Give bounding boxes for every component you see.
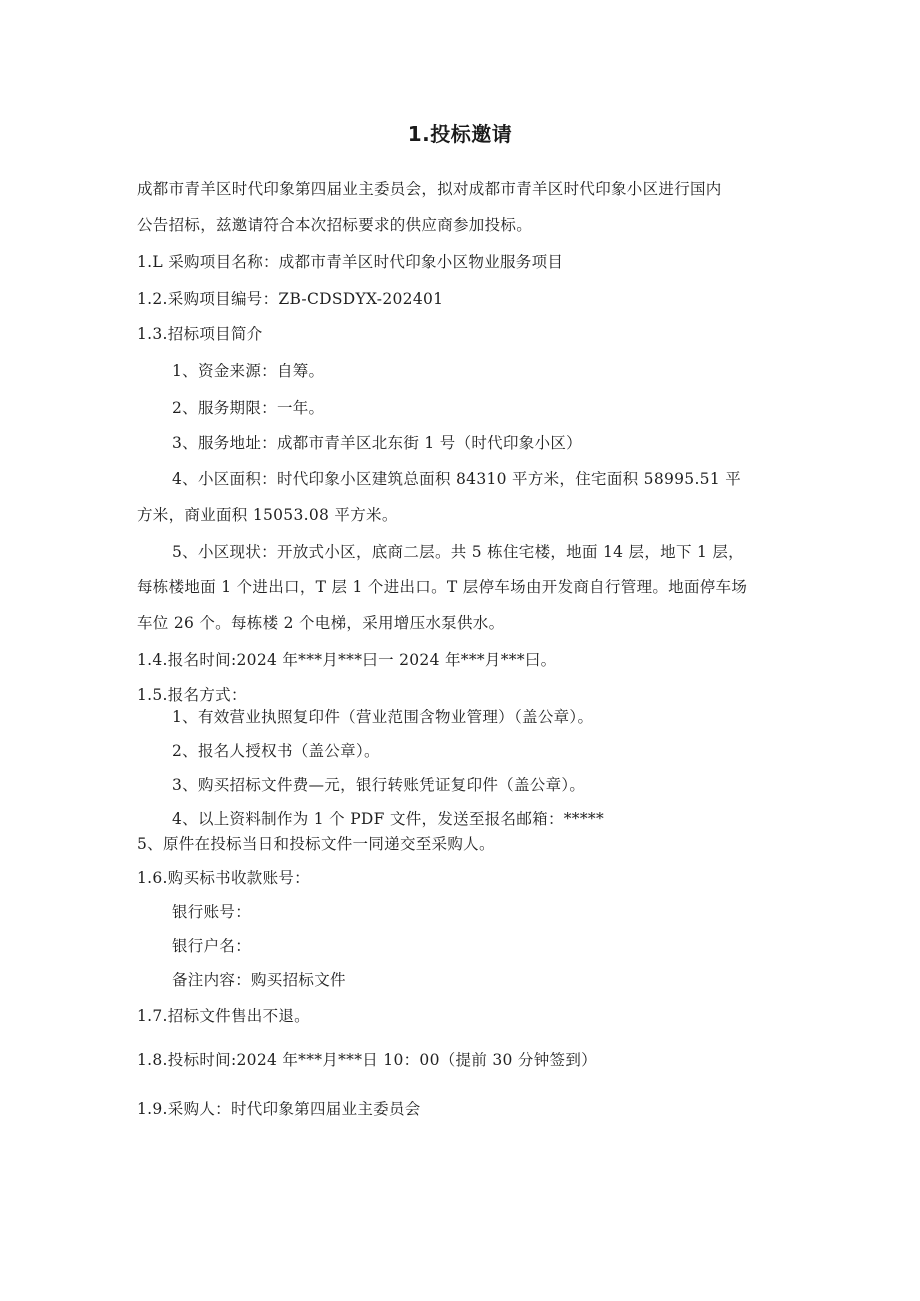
intro-line-1: 成都市青羊区时代印象第四届业主委员会，拟对成都市青羊区时代印象小区进行国内 [137,180,722,198]
intro-line-2: 公告招标，兹邀请符合本次招标要求的供应商参加投标。 [137,216,533,234]
section-1-3-item-2: 2、服务期限：一年。 [172,399,325,417]
section-1-3: 1.3.招标项目简介 [137,325,263,343]
section-1-7: 1.7.招标文件售出不退。 [137,1007,310,1025]
section-1-5: 1.5.报名方式： [137,686,247,704]
section-1-4: 1.4.报名时间:2024 年***月***曰一 2024 年***月***曰。 [137,651,557,669]
section-1-3-item-3: 3、服务地址：成都市青羊区北东街 1 号（时代印象小区） [172,434,582,452]
document-title: 1.投标邀请 [407,122,513,146]
section-1-3-item-1: 1、资金来源：自筹。 [172,362,325,380]
section-1-3-item-5-cont-2: 车位 26 个。每栋楼 2 个电梯，采用增压水泵供水。 [137,614,505,632]
section-1-5-item-3: 3、购买招标文件费—元，银行转账凭证复印件（盖公章）。 [172,776,586,794]
section-1-2: 1.2.采购项目编号：ZB-CDSDYX-202401 [137,290,444,308]
section-1-3-item-5-cont-1: 每栋楼地面 1 个进出口，T 层 1 个进出口。T 层停车场由开发商自行管理。地面停车场 [137,578,748,596]
bank-account-label: 银行账号： [172,903,252,921]
section-1-9: 1.9.采购人：时代印象第四届业主委员会 [137,1100,421,1118]
section-1-3-item-4: 4、小区面积：时代印象小区建筑总面积 84310 平方米，住宅面积 58995.51 平 [172,470,742,488]
section-1-5-item-1: 1、有效营业执照复印件（营业范围含物业管理）（盖公章）。 [172,708,594,726]
section-1-5-item-2: 2、报名人授权书（盖公章）。 [172,742,380,760]
section-1-1: 1.L 采购项目名称：成都市青羊区时代印象小区物业服务项目 [137,253,564,271]
section-1-6: 1.6.购买标书收款账号： [137,869,310,887]
bank-account-name-label: 银行户名： [172,937,252,955]
remark-content: 备注内容：购买招标文件 [172,971,346,989]
section-1-5-item-4: 4、以上资料制作为 1 个 PDF 文件，发送至报名邮箱：***** [172,810,604,828]
section-1-8: 1.8.投标时间:2024 年***月***日 10：00（提前 30 分钟签到） [137,1051,597,1069]
section-1-5-item-5: 5、原件在投标当日和投标文件一同递交至采购人。 [137,835,495,853]
section-1-3-item-4-cont: 方米，商业面积 15053.08 平方米。 [137,506,398,524]
section-1-3-item-5: 5、小区现状：开放式小区，底商二层。共 5 栋住宅楼，地面 14 层，地下 1 层， [172,543,744,561]
